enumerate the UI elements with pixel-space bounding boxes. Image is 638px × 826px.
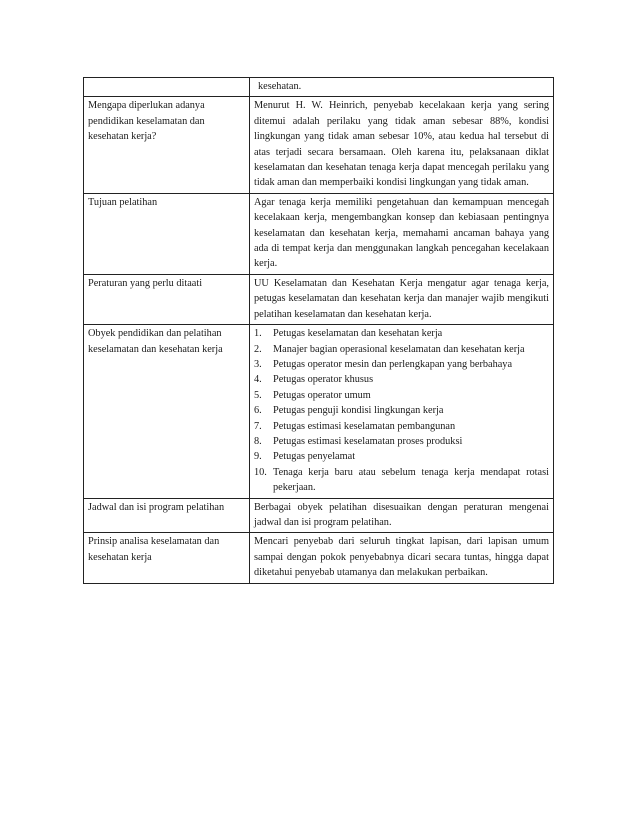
list-text: Petugas keselamatan dan kesehatan kerja	[273, 328, 443, 340]
answer-text: UU Keselamatan dan Kesehatan Kerja mengatur agar tenaga kerja, petugas keselamatan dan kesehatan kerja dan manajer wajib mengikuti pelatihan keselamatan dan kesehatan kerja.	[254, 277, 549, 320]
answer-text: Mencari penyebab dari seluruh tingkat lapisan, dari lapisan umum sampai dengan pokok penyebabnya dicari secara tuntas, hingga dapat diketahui penyebab utamanya dan melakukan perbaikan.	[254, 536, 549, 579]
answer-cell	[250, 533, 554, 583]
list-number: 3.	[254, 358, 262, 370]
list-number: 2.	[254, 343, 262, 355]
answer-cell	[250, 193, 554, 274]
list-text: Petugas penguji kondisi lingkungan kerja	[273, 405, 444, 417]
question-cell: Obyek pendidikan dan pelatihan keselamatan dan kesehatan kerja	[84, 325, 250, 498]
question-cell: Tujuan pelatihan	[84, 193, 250, 274]
question-cell: Mengapa diperlukan adanya pendidikan keselamatan dan kesehatan kerja?	[84, 97, 250, 193]
list-text: Petugas operator mesin dan perlengkapan yang berbahaya	[273, 358, 513, 370]
table-row	[84, 533, 554, 583]
table-row	[84, 78, 554, 97]
list-item	[254, 326, 549, 341]
question-cell: Jadwal dan isi program pelatihan	[84, 498, 250, 533]
table-row	[84, 97, 554, 193]
list-number: 1.	[254, 328, 262, 340]
answer-cell	[250, 498, 554, 533]
question-cell: Prinsip analisa keselamatan dan kesehatan kerja	[84, 533, 250, 583]
list-number: 5.	[254, 389, 262, 401]
table-row	[84, 498, 554, 533]
list-item	[254, 357, 549, 372]
list-text: Manajer bagian operasional keselamatan dan kesehatan kerja	[273, 343, 525, 355]
list-number: 10.	[254, 466, 267, 478]
list-text: Tenaga kerja baru atau sebelum tenaga kerja mendapat rotasi pekerjaan.	[273, 466, 549, 494]
answer-cell	[250, 325, 554, 498]
table-row	[84, 274, 554, 324]
list-number: 4.	[254, 374, 262, 386]
list-number: 9.	[254, 451, 262, 463]
list-text: Petugas estimasi keselamatan proses produksi	[273, 435, 463, 447]
k3-training-table	[83, 77, 554, 584]
answer-cell	[250, 97, 554, 193]
answer-cell	[250, 78, 554, 97]
list-item	[254, 372, 549, 387]
list-text: Petugas operator umum	[273, 389, 371, 401]
answer-text: kesehatan.	[258, 81, 302, 92]
answer-text: Menurut H. W. Heinrich, penyebab kecelakaan kerja yang sering ditemui adalah perilaku yang tidak aman sebesar 88%, kondisi lingkungan yang tidak aman sebesar 10%, atau kedua hal tersebut di atas terjadi secara bersamaan. Oleh karena itu, pelaksanaan diklat keselamatan dan kesehatan tenaga kerja dapat mencegah perilaku yang tidak aman dan memperbaiki kondisi lingkungan yang tidak aman.	[254, 100, 549, 189]
list-number: 7.	[254, 420, 262, 432]
answer-text: Berbagai obyek pelatihan disesuaikan dengan peraturan mengenai jadwal dan isi program pelatihan.	[254, 501, 549, 528]
question-cell: Peraturan yang perlu ditaati	[84, 274, 250, 324]
table-row	[84, 325, 554, 498]
answer-text: Agar tenaga kerja memiliki pengetahuan dan kemampuan mencegah kecelakaan kerja, mengembangkan konsep dan kebiasaan pentingnya keselamatan dan kesehatan kerja, memahami ancaman bahaya yang ada di tempat kerja dan menggunakan langkah pencegahan kecelakaan kerja.	[254, 196, 549, 270]
list-item	[254, 434, 549, 449]
list-item	[254, 465, 549, 496]
table-row	[84, 193, 554, 274]
question-cell	[84, 78, 250, 97]
list-item	[254, 403, 549, 418]
list-number: 8.	[254, 435, 262, 447]
answer-cell	[250, 274, 554, 324]
list-item	[254, 342, 549, 357]
list-text: Petugas estimasi keselamatan pembangunan	[273, 420, 456, 432]
list-text: Petugas operator khusus	[273, 374, 374, 386]
list-item	[254, 419, 549, 434]
list-text: Petugas penyelamat	[273, 451, 356, 463]
training-objects-list	[254, 326, 549, 495]
list-item	[254, 449, 549, 464]
list-item	[254, 388, 549, 403]
list-number: 6.	[254, 405, 262, 417]
